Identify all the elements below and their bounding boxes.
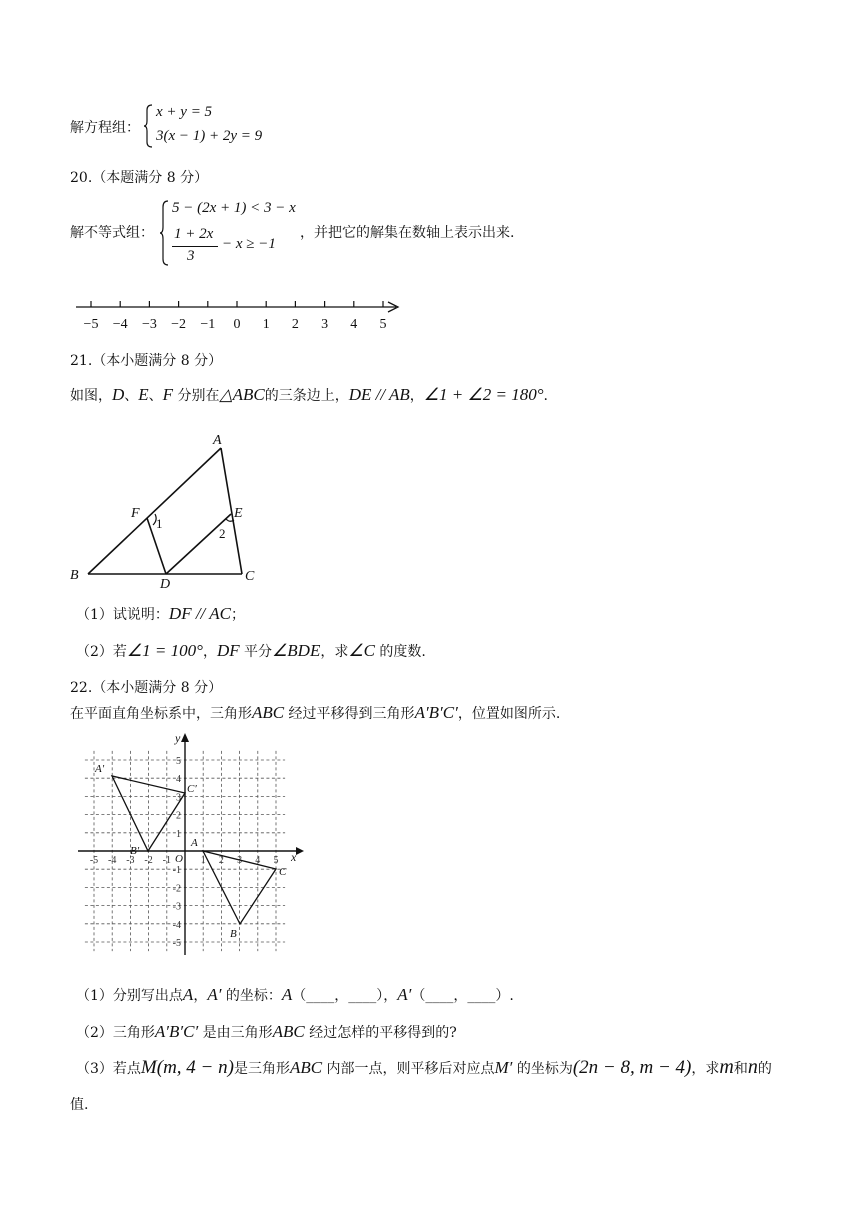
q21-part-1-math: DF // AC [168,604,231,623]
q21-side-ab [88,448,221,574]
q21-point-f: F [162,385,174,404]
q21-part-2 [76,641,426,661]
y-tick-label: 5 [176,756,181,767]
q22-part-2-suffix: 经过怎样的平移得到的? [304,1025,457,1041]
x-tick-label: -1 [162,855,171,866]
y-tick-label: -4 [172,919,181,931]
q22-part-3-n: n [747,1056,758,1078]
y-tick-label: -2 [172,883,181,895]
q21-intro-text-2: 分别在 [173,388,220,404]
q21-label-f: F [131,506,140,521]
q22-part-3-m: m [719,1056,734,1078]
q22-part-2 [76,1022,457,1042]
x-tick-label: -5 [89,855,99,866]
q22-part-3-text-4: ，求 [691,1061,720,1077]
number-line-tick-label: 1 [262,317,270,332]
q20-inequality-2-rest: − x ≥ −1 [222,236,276,252]
y-tick-label: 1 [176,828,181,840]
q21-part-1-prefix: （1）试说明： [76,607,169,623]
q22-triangle-abc: ABC [252,703,285,722]
q20-brace [160,200,170,266]
q22-part-3-text-3: 的坐标为 [512,1061,573,1077]
q21-label-d: D [160,577,171,588]
q22-part-1-text-3: ， [383,988,398,1004]
x-tick-label: -2 [144,855,153,866]
q21-intro-text-1: 如图， [70,388,112,404]
q21-part-2-prefix: （2）若 [76,644,127,660]
y-tick-label: -1 [172,865,181,877]
q22-part-3-prefix: （3）若点 [76,1061,141,1077]
label-c: C [279,866,287,878]
q21-part-2-angle: ∠1 = 100° [126,641,203,660]
x-tick-label: -3 [126,855,135,866]
q21-intro [70,385,548,405]
x-axis-arrow [296,847,304,855]
q22-part-2-abc-prime: A′B′C′ [154,1022,199,1041]
q21-triangle-figure [64,428,274,588]
y-tick-label: 2 [176,810,181,822]
q21-label-angle-2: 2 [219,526,226,541]
q22-intro [70,703,560,723]
number-line-tick-label: 5 [379,317,387,332]
q21-intro-text-5: . [543,388,548,404]
q22-coordinate-grid [70,730,310,958]
q20-suffix: ，并把它的解集在数轴上表示出来. [300,225,515,241]
number-line-tick-label: 0 [233,317,241,332]
q22-part-1 [76,985,514,1005]
q21-separator-1: 、 [124,388,139,404]
q21-header: 21.（本小题满分 8 分） [70,353,223,369]
q22-part-3-coordinates: (2n − 8, m − 4) [572,1057,692,1078]
q21-part-2-df: DF [216,641,240,660]
q22-part-1-blank-1: （____，____） [292,988,384,1004]
q22-part-1-text-1: ， [193,988,208,1004]
q21-part-1 [76,604,245,624]
q21-intro-text-4: ， [409,388,424,404]
q22-intro-text-1: 在平面直角坐标系中，三角形 [70,706,252,722]
q20-prefix: 解不等式组： [70,225,154,241]
q19-equation-2: 3(x − 1) + 2y = 9 [156,128,263,144]
number-line-tick-label: −3 [141,317,157,332]
y-tick-label: -5 [172,938,181,949]
q22-part-1-point-a: A [182,985,194,1004]
q21-segment-de [166,514,231,574]
q22-part-1-text-2: 的坐标： [221,988,282,1004]
q21-label-a: A [213,433,222,448]
q20-header: 20.（本题满分 8 分） [70,170,209,186]
q20-problem [70,198,770,268]
q21-part-1-suffix: ； [230,607,245,623]
q22-intro-text-3: ，位置如图所示. [457,706,561,722]
q22-part-1-point-a-2: A [281,985,293,1004]
q21-part-2-text-2: 平分 [239,644,273,660]
label-a: A [191,837,198,849]
q22-triangle-abc-prime: A′B′C′ [414,703,458,722]
x-tick-label: 1 [200,855,206,866]
q22-part-1-point-a-prime-2: A′ [397,985,412,1004]
q21-triangle-abc: △ABC [219,385,265,404]
q21-label-e: E [234,506,243,521]
number-line-tick-label: −2 [171,317,187,332]
number-line-tick-label: 4 [350,317,358,332]
q19-prefix: 解方程组： [70,120,140,136]
q22-part-3-text-2: 内部一点，则平移后对应点 [322,1061,495,1077]
q19-equation-1: x + y = 5 [156,104,213,120]
q20-inequality-2-numerator: 1 + 2x [174,226,214,242]
q21-angle-sum: ∠1 + ∠2 = 180° [423,385,544,404]
q21-separator-2: 、 [148,388,163,404]
q21-label-angle-1: 1 [156,516,163,531]
label-b-prime: B′ [130,845,140,857]
q22-part-3-and: 和 [733,1061,748,1077]
q21-part-2-text-3: ，求 [320,644,349,660]
q21-label-c: C [245,569,255,584]
y-tick-label: 3 [176,792,181,804]
number-line-tick-label: 2 [291,317,299,332]
label-c-prime: C′ [187,783,197,795]
q21-label-b: B [70,568,79,583]
q22-part-3-suffix: 的 [757,1061,772,1077]
label-b: B [230,928,237,940]
q20-inequality-1: 5 − (2x + 1) < 3 − x [172,200,296,216]
q22-part-3-abc: ABC [289,1058,323,1077]
number-line-tick-label: −4 [112,317,128,332]
q22-part-1-blank-2: （____，____）. [411,988,514,1004]
q21-part-2-angle-bde: ∠BDE [272,641,321,660]
label-a-prime: A′ [95,763,105,775]
q22-part-3-text-1: 是三角形 [233,1061,290,1077]
q22-part-1-point-a-prime: A′ [207,985,222,1004]
y-axis-label: y [175,731,181,745]
x-tick-label: -4 [108,855,117,866]
x-tick-label: 4 [255,855,261,866]
q22-part-2-text: 是由三角形 [198,1025,273,1041]
q22-part-2-prefix: （2）三角形 [76,1025,155,1041]
q21-part-2-text-1: ， [202,644,217,660]
q21-point-d: D [112,385,125,404]
q21-part-2-angle-c: ∠C [348,641,375,660]
q20-fraction-bar [172,246,218,247]
y-axis-arrow [181,733,189,742]
q21-intro-text-3: 的三条边上， [264,388,349,404]
q19-brace [144,104,154,148]
y-tick-label: -3 [172,901,181,913]
q22-part-3-point-m-prime: M′ [494,1058,513,1077]
q22-header: 22.（本小题满分 8 分） [70,680,223,696]
x-axis-label: x [291,850,297,864]
q20-number-line [70,292,410,338]
number-line-tick-label: −5 [83,317,99,332]
q21-point-e: E [138,385,149,404]
q20-inequality-2-denominator: 3 [187,248,195,264]
origin-label: O [175,853,183,865]
q21-parallel-de-ab: DE // AB [348,385,410,404]
q22-part-3 [76,1056,772,1079]
q22-part-2-abc: ABC [272,1022,305,1041]
x-tick-label: 2 [218,855,224,866]
number-line-tick-label: 3 [321,317,329,332]
x-tick-label: 3 [237,855,243,866]
q22-part-1-prefix: （1）分别写出点 [76,988,183,1004]
q21-part-2-suffix: 的度数. [374,644,426,660]
q22-part-3-line-2: 值. [70,1097,89,1113]
q22-part-3-point-m: M(m, 4 − n) [140,1057,234,1078]
number-line-tick-label: −1 [200,317,216,332]
q22-intro-text-2: 经过平移得到三角形 [284,706,415,722]
x-tick-label: 5 [273,855,279,866]
y-tick-label: 4 [176,774,181,786]
